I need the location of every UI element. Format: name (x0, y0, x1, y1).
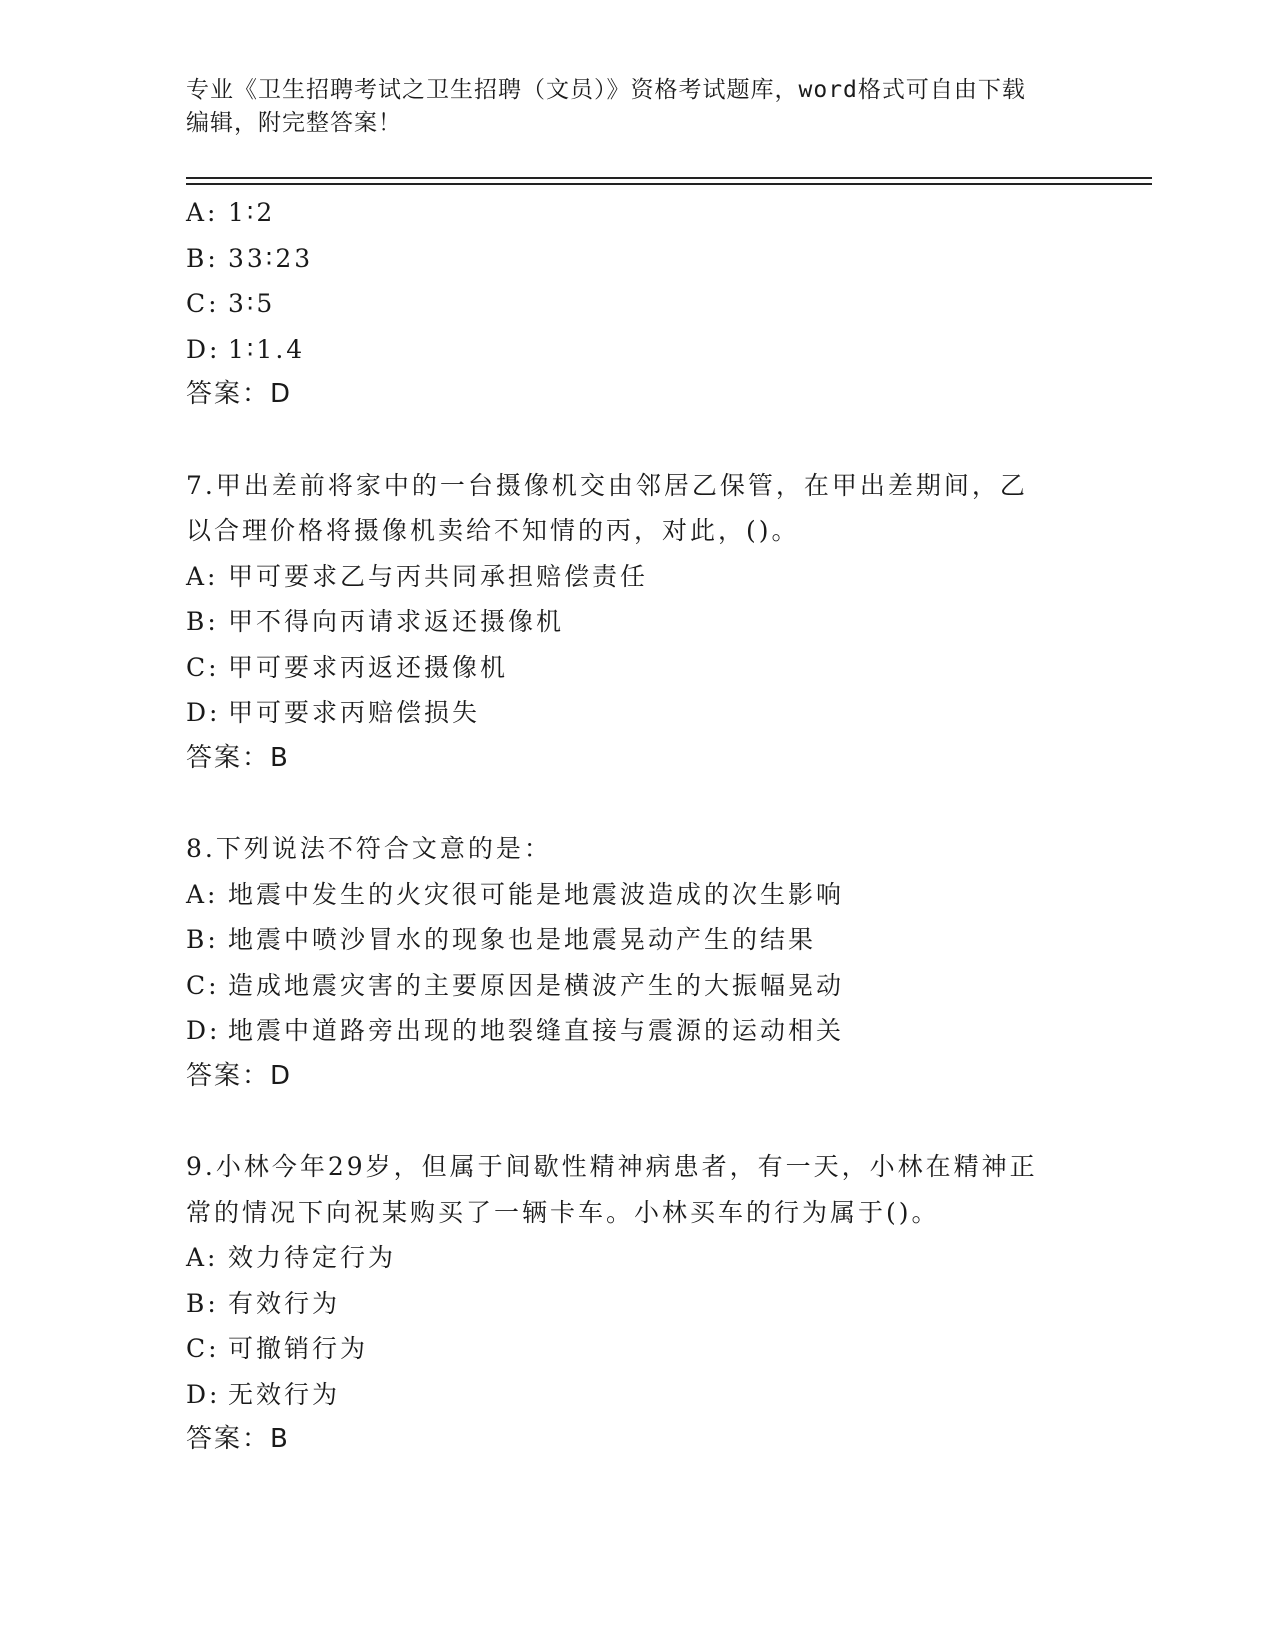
option-text: 地震中道路旁出现的地裂缝直接与震源的运动相关 (228, 1016, 845, 1045)
answer-line: 答案：D (186, 1060, 293, 1091)
option-letter: C: (186, 289, 220, 318)
option-letter: B: (186, 607, 219, 636)
question-block-8 (186, 826, 1106, 1099)
option-text: 有效行为 (228, 1288, 341, 1318)
option-text: 无效行为 (228, 1379, 341, 1409)
spacer (186, 418, 1106, 463)
option-letter: D: (186, 334, 221, 364)
option-d (186, 327, 1106, 373)
answer-line: 答案：B (186, 742, 290, 773)
header-line-2: 编辑，附完整答案！ (186, 110, 402, 136)
option-letter: B: (186, 243, 219, 273)
header-rule-bottom (186, 183, 1152, 185)
question-block-6 (186, 190, 1106, 418)
option-b (186, 236, 1106, 282)
document-header (186, 74, 1066, 140)
header-rule-top (186, 177, 1152, 179)
option-text: 1∶2 (228, 198, 276, 227)
option-c (186, 281, 1106, 327)
option-c (186, 963, 1106, 1009)
option-b (186, 1281, 1106, 1327)
header-line-1: 专业《卫生招聘考试之卫生招聘（文员）》资格考试题库，word格式可自由下载 (186, 77, 1026, 103)
option-d (186, 1372, 1106, 1418)
option-text: 效力待定行为 (228, 1243, 397, 1272)
option-text: 1∶1.4 (228, 334, 306, 364)
option-letter: A: (186, 1243, 219, 1272)
question-list (186, 190, 1106, 1463)
question-block-9 (186, 1144, 1106, 1463)
option-letter: D: (186, 1379, 221, 1409)
option-a (186, 554, 1106, 600)
option-letter: D: (186, 1016, 221, 1045)
option-text: 可撤销行为 (228, 1334, 369, 1363)
answer-line: 答案：B (186, 1424, 290, 1454)
option-letter: C: (186, 1334, 220, 1363)
option-text: 甲可要求丙返还摄像机 (228, 652, 509, 682)
option-letter: A: (186, 561, 219, 591)
option-letter: A: (186, 879, 219, 909)
option-text: 3∶5 (228, 289, 276, 318)
option-d (186, 690, 1106, 736)
option-text: 地震中喷沙冒水的现象也是地震晃动产生的结果 (228, 925, 817, 954)
option-text: 33∶23 (228, 243, 314, 273)
option-a (186, 190, 1106, 236)
option-text: 甲不得向丙请求返还摄像机 (228, 607, 565, 636)
option-letter: A: (186, 198, 219, 227)
option-c (186, 645, 1106, 691)
option-letter: D: (186, 698, 221, 727)
option-c (186, 1326, 1106, 1372)
question-block-7 (186, 463, 1106, 782)
option-b (186, 599, 1106, 645)
question-stem-line-2: 常的情况下向祝某购买了一辆卡车。小林买车的行为属于()。 (186, 1197, 940, 1227)
option-a (186, 1235, 1106, 1281)
option-text: 甲可要求丙赔偿损失 (228, 698, 481, 727)
question-stem-line-2: 以合理价格将摄像机卖给不知情的丙，对此，()。 (186, 516, 800, 545)
option-text: 造成地震灾害的主要原因是横波产生的大振幅晃动 (228, 970, 845, 1000)
spacer (186, 781, 1106, 826)
option-letter: B: (186, 1288, 219, 1318)
question-stem-line-1: 9.小林今年29岁，但属于间歇性精神病患者，有一天，小林在精神正 (186, 1152, 1038, 1181)
question-stem-line-1: 7.甲出差前将家中的一台摄像机交由邻居乙保管，在甲出差期间，乙 (186, 470, 1028, 500)
option-text: 甲可要求乙与丙共同承担赔偿责任 (228, 561, 649, 591)
answer-line: 答案：D (186, 379, 293, 409)
option-b (186, 917, 1106, 963)
spacer (186, 1099, 1106, 1144)
option-a (186, 872, 1106, 918)
option-letter: C: (186, 652, 220, 682)
option-d (186, 1008, 1106, 1054)
option-text: 地震中发生的火灾很可能是地震波造成的次生影响 (228, 879, 845, 909)
option-letter: B: (186, 925, 219, 954)
option-letter: C: (186, 970, 220, 1000)
question-stem-line-1: 8.下列说法不符合文意的是： (186, 834, 552, 863)
